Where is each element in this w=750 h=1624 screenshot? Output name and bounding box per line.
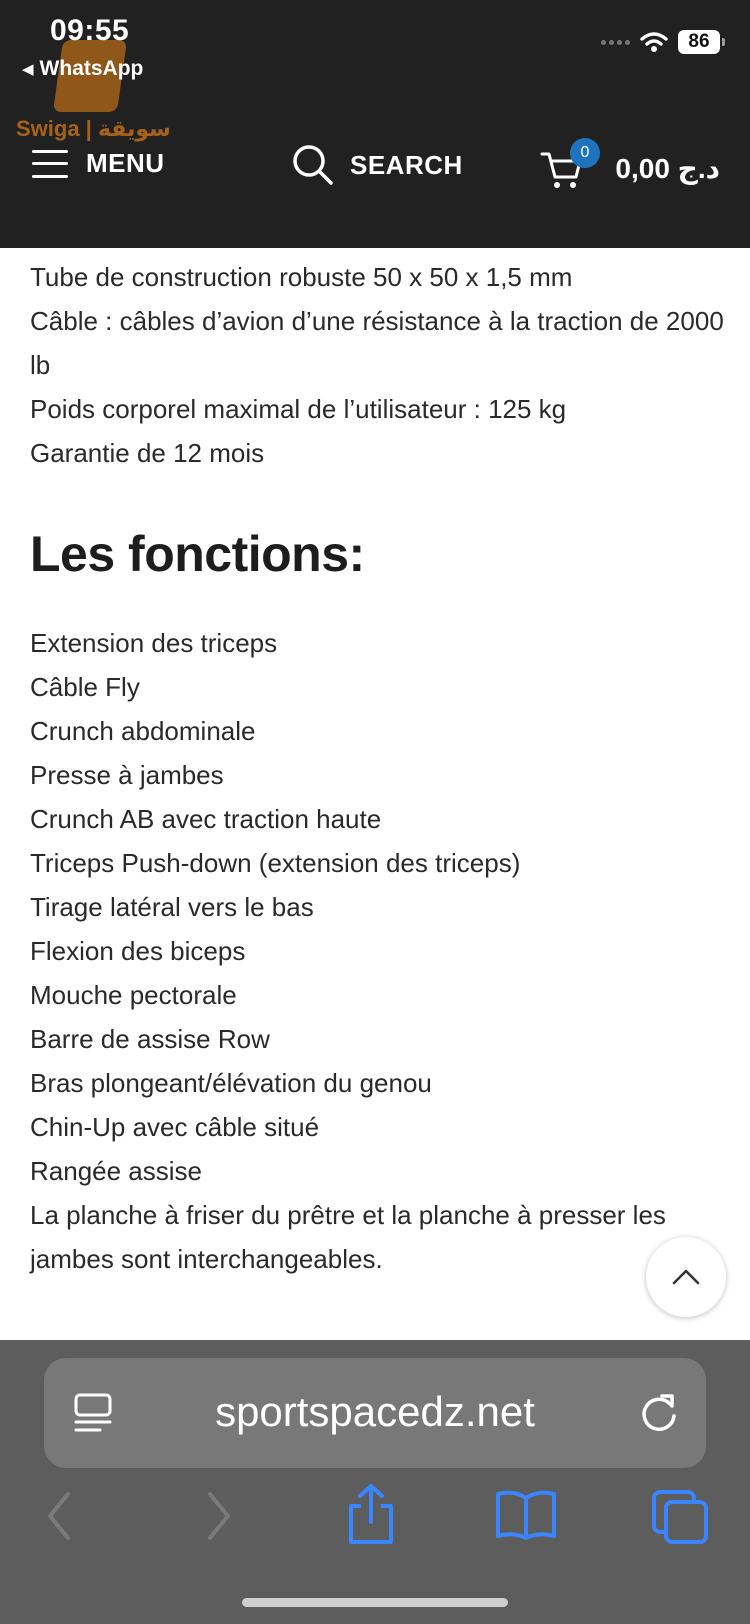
spec-item: Câble : câbles d’avion d’une résistance à la traction de 2000 lb <box>30 306 724 380</box>
function-item: Bras plongeant/élévation du genou <box>30 1068 432 1098</box>
back-app-label: WhatsApp <box>39 57 144 80</box>
scroll-to-top-button[interactable] <box>646 1237 726 1317</box>
back-triangle-icon: ◀ <box>22 61 34 78</box>
back-chevron-icon[interactable] <box>40 1488 80 1544</box>
site-logo[interactable] <box>16 40 171 142</box>
chevron-up-icon <box>671 1268 701 1286</box>
wifi-icon <box>640 31 668 53</box>
function-item: La planche à friser du prêtre et la planche à presser les jambes sont interchangeables. <box>30 1200 666 1274</box>
battery-indicator: 86 <box>678 30 720 54</box>
bookmarks-icon[interactable] <box>494 1488 558 1542</box>
url-text: sportspacedz.net <box>215 1388 535 1435</box>
share-icon[interactable] <box>344 1482 398 1548</box>
site-header <box>0 0 750 248</box>
section-title: Les fonctions: <box>30 526 365 582</box>
function-item: Crunch AB avec traction haute <box>30 804 382 834</box>
tabs-icon[interactable] <box>650 1488 712 1546</box>
search-label: SEARCH <box>350 149 463 180</box>
cart-total[interactable]: 0,00 د.ج <box>615 153 720 184</box>
search-button[interactable] <box>292 144 463 186</box>
address-bar[interactable] <box>44 1358 706 1468</box>
cart-count-badge: 0 <box>570 138 600 168</box>
status-time: 09:55 <box>50 14 130 47</box>
function-item: Rangée assise <box>30 1156 202 1186</box>
search-icon <box>292 144 334 186</box>
function-item: Crunch abdominale <box>30 716 256 746</box>
functions-list <box>30 621 730 1281</box>
function-item: Câble Fly <box>30 672 140 702</box>
bottom-toolbar <box>0 1488 750 1558</box>
cellular-signal-icon <box>601 40 630 45</box>
specs-list <box>30 255 730 475</box>
cart-button[interactable] <box>540 140 600 190</box>
status-indicators <box>601 30 720 54</box>
home-indicator <box>242 1598 508 1607</box>
reload-icon[interactable] <box>638 1390 680 1434</box>
menu-label: MENU <box>86 148 165 178</box>
spec-item: Poids corporel maximal de l’utilisateur : 125 kg <box>30 394 567 424</box>
function-item: Chin-Up avec câble situé <box>30 1112 320 1142</box>
menu-button[interactable] <box>32 148 165 179</box>
spec-item: Tube de construction robuste 50 x 50 x 1,5 mm <box>30 262 573 292</box>
function-item: Extension des triceps <box>30 628 278 658</box>
spec-item: Garantie de 12 mois <box>30 438 265 468</box>
function-item: Triceps Push-down (extension des triceps) <box>30 848 521 878</box>
product-description <box>30 255 730 1281</box>
browser-toolbar <box>0 1340 750 1624</box>
back-to-app-button[interactable] <box>22 57 143 81</box>
function-item: Presse à jambes <box>30 760 224 790</box>
hamburger-icon <box>32 150 68 178</box>
function-item: Mouche pectorale <box>30 980 237 1010</box>
logo-text: Swiga | سويقة <box>16 116 171 141</box>
function-item: Barre de assise Row <box>30 1024 270 1054</box>
function-item: Flexion des biceps <box>30 936 246 966</box>
function-item: Tirage latéral vers le bas <box>30 892 314 922</box>
forward-chevron-icon[interactable] <box>198 1488 238 1544</box>
